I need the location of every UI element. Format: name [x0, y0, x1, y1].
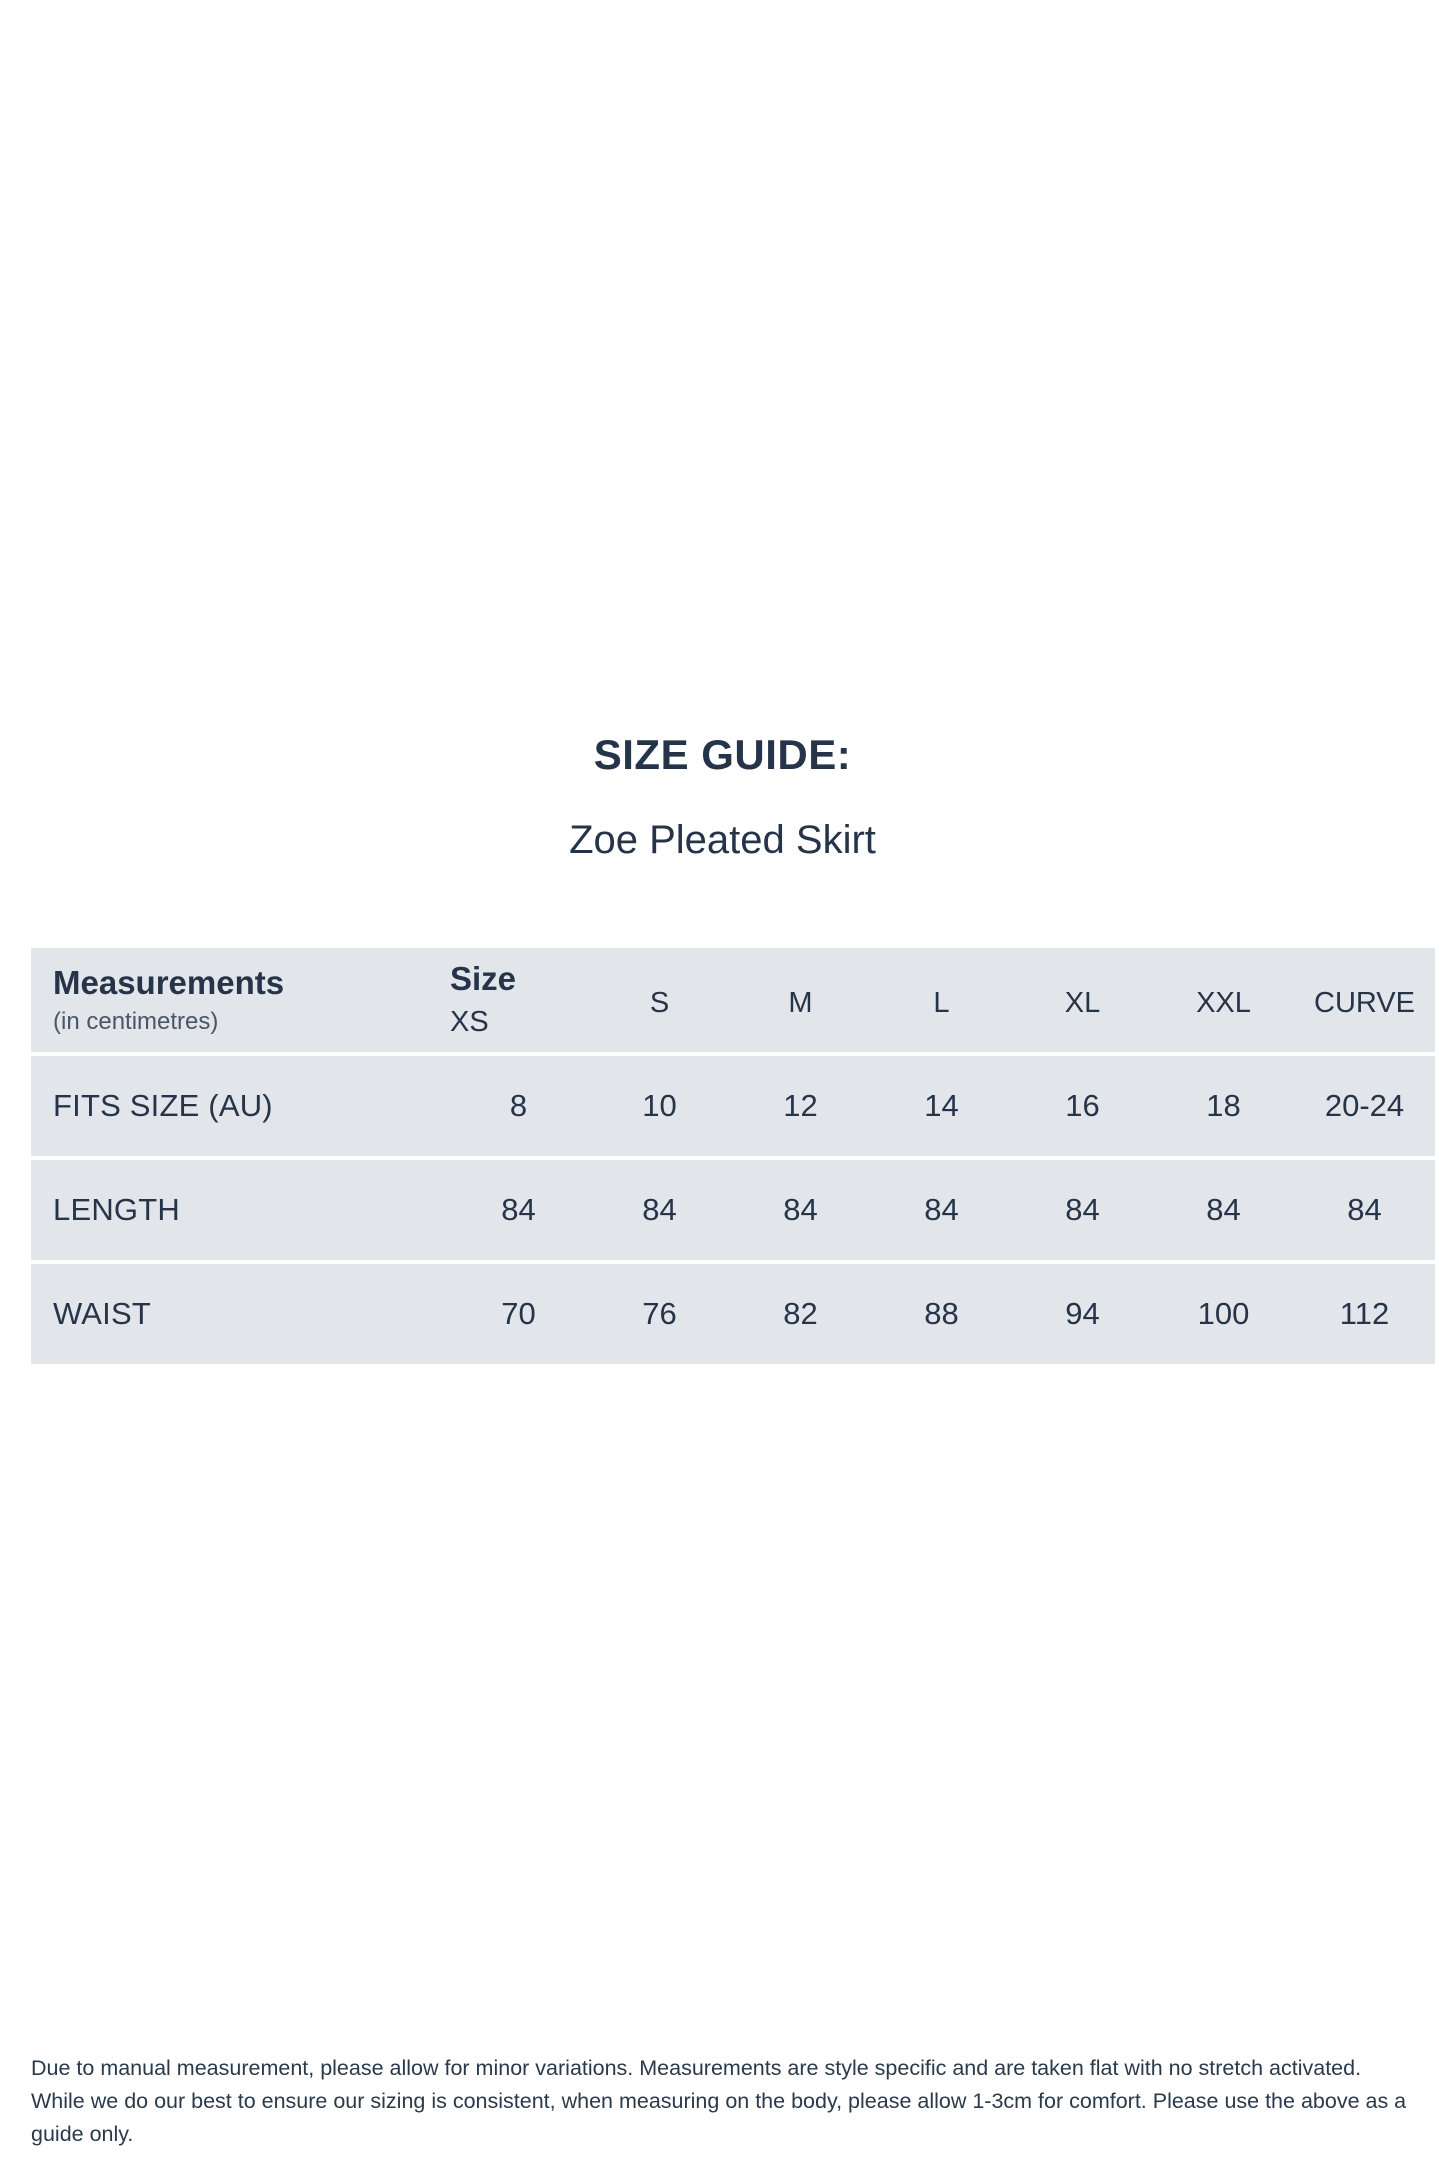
size-header-cell-l: [871, 948, 1012, 1052]
cell-length-xl: 84: [1065, 1192, 1100, 1227]
size-column-s: S: [649, 987, 670, 1020]
size-column-xl: XL: [1064, 987, 1101, 1020]
size-column-xs: XS: [450, 1006, 489, 1039]
cell-fits-size-m: 12: [783, 1088, 818, 1123]
cell-length-xxl: 84: [1206, 1192, 1241, 1227]
size-header-cell-xl: [1012, 948, 1153, 1052]
size-column-l: L: [933, 987, 950, 1020]
measurements-units: (in centimetres): [53, 1008, 219, 1036]
cell-length-m: 84: [783, 1192, 818, 1227]
size-header-cell-s: [589, 948, 730, 1052]
size-label: Size: [450, 960, 517, 998]
cell-waist-m: 82: [783, 1296, 818, 1331]
size-column-xxl: XXL: [1196, 987, 1251, 1020]
size-column-m: M: [788, 987, 813, 1020]
product-name: Zoe Pleated Skirt: [569, 818, 876, 863]
table-row: [31, 1160, 1435, 1260]
cell-waist-l: 88: [924, 1296, 959, 1331]
cell-waist-xxl: 100: [1197, 1296, 1250, 1331]
cell-length-xs: 84: [501, 1192, 536, 1227]
row-label-waist: WAIST: [53, 1296, 152, 1331]
table-row: [31, 1264, 1435, 1364]
row-label-length: LENGTH: [53, 1192, 180, 1227]
size-header-cell-m: [730, 948, 871, 1052]
size-header-cell-xxl: [1153, 948, 1294, 1052]
measurements-header-cell: [31, 948, 448, 1052]
cell-length-curve: 84: [1347, 1192, 1382, 1227]
cell-waist-xs: 70: [501, 1296, 536, 1331]
cell-length-l: 84: [924, 1192, 959, 1227]
row-label-fits-size: FITS SIZE (AU): [53, 1088, 273, 1123]
cell-fits-size-s: 10: [642, 1088, 677, 1123]
cell-waist-s: 76: [642, 1296, 677, 1331]
measurements-label: Measurements: [53, 964, 285, 1002]
cell-length-s: 84: [642, 1192, 677, 1227]
cell-fits-size-curve: 20-24: [1324, 1088, 1405, 1123]
size-column-curve: CURVE: [1314, 987, 1415, 1020]
size-guide-table: [31, 948, 1435, 1364]
cell-fits-size-xs: 8: [509, 1088, 528, 1123]
table-row: [31, 1056, 1435, 1156]
cell-waist-xl: 94: [1065, 1296, 1100, 1331]
table-header-row: [31, 948, 1435, 1052]
cell-fits-size-l: 14: [924, 1088, 959, 1123]
disclaimer-text: Due to manual measurement, please allow for minor variations. Measurements are style specific and are taken flat with no stretch activated. While we do our best to ensure our sizing is consistent, when measuring on the body, please allow 1-3cm for comfort. Please use the above as a guide only.: [31, 2055, 1407, 2147]
cell-waist-curve: 112: [1339, 1296, 1390, 1331]
cell-fits-size-xxl: 18: [1206, 1088, 1241, 1123]
size-header-cell-xs: [448, 948, 589, 1052]
cell-fits-size-xl: 16: [1065, 1088, 1100, 1123]
size-header-cell-curve: [1294, 948, 1435, 1052]
title-block: [0, 730, 1445, 864]
page-title: SIZE GUIDE:: [593, 731, 852, 778]
